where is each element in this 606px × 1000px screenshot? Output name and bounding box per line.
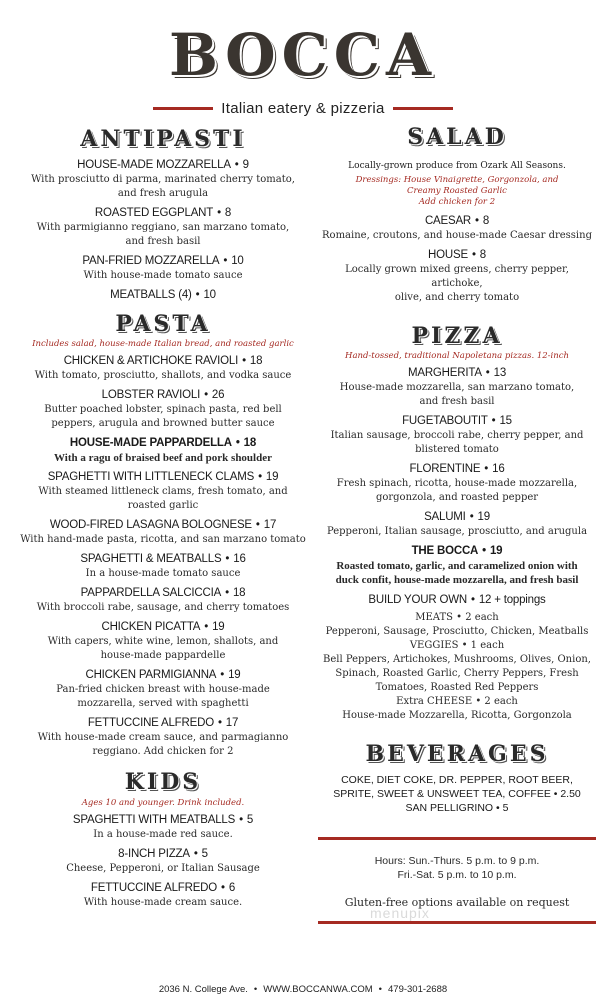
separator-dot: • (469, 511, 474, 523)
menu-item (18, 254, 308, 283)
item-name-row (18, 518, 308, 533)
item-name: CAESAR (424, 215, 472, 227)
byo-line: Bell Peppers, Artichokes, Mushrooms, Olives, Onion, (323, 654, 591, 665)
item-description: mozzarella, served with spaghetti (77, 698, 249, 709)
separator-dot: • (204, 389, 208, 401)
item-price: 15 (499, 415, 512, 427)
watermark: menupix (370, 905, 430, 921)
beverages-list (318, 773, 596, 815)
item-name-row (318, 366, 596, 381)
item-name-row (18, 716, 308, 731)
menu-header (0, 0, 606, 117)
item-name: FETTUCCINE ALFREDO (90, 882, 218, 894)
byo-line: Spinach, Roasted Garlic, Cherry Peppers, Fresh (335, 668, 579, 679)
separator-dot: • (221, 882, 225, 894)
pasta-note: Includes salad, house-made Italian bread, and roasted garlic (32, 339, 294, 349)
item-name-row (18, 436, 308, 451)
item-price: 26 (211, 389, 225, 401)
item-name-row (18, 881, 308, 896)
address: 2036 N. College Ave. (158, 984, 248, 995)
item-name: 8-INCH PIZZA (118, 848, 190, 860)
separator-dot: • (484, 463, 489, 475)
item-name-row (18, 586, 308, 601)
item-price: 17 (263, 519, 277, 531)
item-description: With a ragu of braised beef and pork shoulder (54, 452, 272, 464)
kids-note: Ages 10 and younger. Drink included. (81, 798, 245, 808)
item-name: FUGETABOUTIT (402, 415, 488, 427)
menu-item (18, 881, 308, 910)
divider-left (153, 107, 213, 110)
item-price: 18 (249, 355, 263, 367)
separator-dot: • (253, 984, 258, 995)
item-description: duck confit, house-made mozzarella, and fresh basil (335, 574, 579, 586)
item-description: Roasted tomato, garlic, and caramelized onion with (336, 560, 578, 572)
item-description: peppers, arugula and browned butter sauce (51, 418, 275, 429)
menu-item (18, 586, 308, 615)
item-description: With capers, white wine, lemon, shallots, and (47, 636, 279, 647)
byo-line: House-made Mozzarella, Ricotta, Gorgonzola (342, 710, 572, 721)
kids-list (18, 813, 308, 910)
salad-note (318, 175, 596, 208)
item-price: 19 (228, 669, 241, 681)
kids-title: KIDS (124, 769, 202, 795)
item-description: reggiano. Add chicken for 2 (92, 746, 234, 757)
separator-dot: • (378, 984, 382, 995)
item-price: 17 (225, 717, 239, 729)
item-description: House-made mozzarella, san marzano tomato, (339, 382, 575, 393)
item-description: With steamed littleneck clams, fresh tomato, and (38, 486, 288, 497)
item-description: blistered tomato (415, 444, 499, 455)
item-price: 9 (242, 159, 249, 171)
item-description: Cheese, Pepperoni, or Italian Sausage (66, 863, 260, 874)
menu-item (18, 158, 308, 201)
separator-dot: • (225, 587, 229, 599)
hours-line: Hours: Sun.-Thurs. 5 p.m. to 9 p.m. (374, 855, 540, 867)
item-description: With parmigianno reggiano, san marzano tomato, (36, 222, 290, 233)
menu-item (318, 366, 596, 409)
item-name-row (18, 813, 308, 828)
item-description: Pan-fried chicken breast with house-made (56, 684, 270, 695)
menu-item (18, 552, 308, 581)
item-name: FETTUCCINE ALFREDO (87, 717, 214, 729)
byo-line: Tomatoes, Roasted Red Peppers (375, 682, 539, 693)
separator-dot: • (235, 437, 240, 449)
item-description: With hand-made pasta, ricotta, and san marzano tomato (20, 534, 306, 545)
item-description: gorgonzola, and roasted pepper (375, 492, 539, 503)
item-description: Italian sausage, broccoli rabe, cherry pepper, and (330, 430, 584, 441)
separator-dot: • (217, 207, 221, 219)
divider-hours-bottom (318, 921, 596, 924)
item-name: HOUSE-MADE MOZZARELLA (77, 159, 231, 171)
tagline-row (0, 100, 606, 117)
menu-item (318, 414, 596, 457)
separator-dot: • (482, 545, 486, 557)
item-name-row (18, 620, 308, 635)
menu-item (18, 620, 308, 663)
menu-item (18, 436, 308, 465)
menu-item (318, 510, 596, 539)
item-name-row (18, 552, 308, 567)
item-price: 5 (201, 848, 208, 860)
item-name-row (318, 414, 596, 429)
salad-note-line: Dressings: House Vinaigrette, Gorgonzola, and (355, 175, 559, 185)
item-name: SALUMI (424, 511, 466, 523)
salad-intro: Locally-grown produce from Ozark All Seasons. (348, 161, 566, 171)
menu-item (18, 716, 308, 759)
restaurant-logo: BOCCA (169, 21, 437, 89)
byo-line: Extra CHEESE • 2 each (396, 696, 518, 707)
menu-item (318, 544, 596, 587)
menu-item (18, 813, 308, 842)
separator-dot: • (255, 519, 260, 531)
salad-note-line: Add chicken for 2 (418, 197, 496, 207)
item-price: 19 (265, 471, 279, 483)
item-price: 18 (232, 587, 246, 599)
item-description: Pepperoni, Italian sausage, prosciutto, and arugula (326, 526, 588, 537)
antipasti-list (18, 158, 308, 303)
separator-dot: • (217, 717, 222, 729)
item-description: and fresh arugula (117, 188, 209, 199)
item-description: With tomato, prosciutto, shallots, and vodka sauce (34, 370, 292, 381)
item-description: Romaine, croutons, and house-made Caesar dressing (322, 230, 592, 241)
separator-dot: • (475, 215, 479, 227)
item-name-row (18, 158, 308, 173)
separator-dot: • (258, 471, 262, 483)
item-description: and fresh basil (125, 236, 201, 247)
item-name: HOUSE (428, 249, 468, 261)
item-name: CHICKEN PARMIGIANNA (85, 669, 217, 681)
beverages-title: BEVERAGES (365, 741, 549, 767)
item-name-row (18, 668, 308, 683)
menu-item (18, 470, 308, 513)
item-price: 10 (203, 289, 216, 301)
item-price: 5 (246, 814, 254, 826)
hours-line: Fri.-Sat. 5 p.m. to 10 p.m. (397, 869, 517, 881)
item-description: With house-made cream sauce, and parmagianno (37, 732, 289, 743)
item-price: 18 (243, 437, 257, 449)
separator-dot: • (239, 814, 243, 826)
item-name: THE BOCCA (411, 545, 479, 557)
separator-dot: • (234, 159, 239, 171)
item-name-row (18, 288, 308, 303)
salad-title: SALAD (407, 124, 507, 150)
beverage-line: SAN PELLIGRINO • 5 (405, 802, 509, 814)
separator-dot: • (193, 848, 198, 860)
item-price: 8 (479, 249, 486, 261)
separator-dot: • (242, 355, 246, 367)
item-price: 10 (231, 255, 244, 267)
build-your-own (318, 593, 596, 723)
menu-item (18, 847, 308, 876)
item-description: With house-made tomato sauce (83, 270, 243, 281)
item-name: MEATBALLS (4) (110, 289, 192, 301)
separator-dot: • (204, 621, 209, 633)
item-name: SPAGHETTI & MEATBALLS (80, 553, 222, 565)
separator-dot: • (470, 594, 475, 606)
divider-right (393, 107, 453, 110)
menu-item (18, 288, 308, 303)
phone-number[interactable]: 479-301-2688 (388, 984, 448, 995)
pizza-title: PIZZA (411, 323, 503, 349)
item-name-row (318, 544, 596, 559)
item-name-row (18, 388, 308, 403)
beverage-line: SPRITE, SWEET & UNSWEET TEA, COFFEE • 2.50 (333, 788, 581, 800)
pizza-list (318, 366, 596, 587)
item-description: roasted garlic (127, 500, 199, 511)
item-price: 13 (493, 367, 507, 379)
item-name: SPAGHETTI WITH LITTLENECK CLAMS (47, 471, 255, 483)
item-description: In a house-made tomato sauce (85, 568, 241, 579)
item-description: olive, and cherry tomato (394, 292, 520, 303)
separator-dot: • (471, 249, 476, 261)
menu-item (318, 462, 596, 505)
beverage-line: COKE, DIET COKE, DR. PEPPER, ROOT BEER, (341, 774, 573, 786)
item-name: FLORENTINE (409, 463, 481, 475)
right-column (318, 120, 596, 924)
item-price: 16 (492, 463, 505, 475)
salad-list (318, 214, 596, 305)
item-name-row (18, 470, 308, 485)
item-description: With broccoli rabe, sausage, and cherry tomatoes (36, 602, 290, 613)
menu-item (18, 354, 308, 383)
byo-price: 12 + toppings (478, 594, 546, 606)
menu-item (18, 388, 308, 431)
item-description: house-made pappardelle (100, 650, 226, 661)
menu-footer (0, 984, 606, 995)
item-name: LOBSTER RAVIOLI (101, 389, 201, 401)
item-description: Locally grown mixed greens, cherry pepper, artichoke, (345, 264, 569, 289)
separator-dot: • (223, 255, 228, 267)
item-price: 16 (233, 553, 246, 565)
pasta-title: PASTA (115, 311, 211, 337)
item-name: MARGHERITA (407, 367, 482, 379)
menu-item (18, 206, 308, 249)
item-name-row (318, 214, 596, 229)
byo-name (318, 593, 596, 608)
item-name-row (18, 847, 308, 862)
item-description: In a house-made red sauce. (93, 829, 233, 840)
byo-options (318, 611, 596, 723)
website-link[interactable]: WWW.BOCCANWA.COM (263, 984, 373, 995)
divider-hours-top (318, 837, 596, 840)
item-name: WOOD-FIRED LASAGNA BOLOGNESE (49, 519, 252, 531)
item-name: SPAGHETTI WITH MEATBALLS (72, 814, 236, 826)
gluten-free-note: Gluten-free options available on request (344, 896, 570, 909)
item-name-row (18, 354, 308, 369)
item-name-row (318, 462, 596, 477)
item-price: 19 (212, 621, 225, 633)
tagline: Italian eatery & pizzeria (221, 100, 385, 117)
menu-item (318, 248, 596, 305)
separator-dot: • (485, 367, 490, 379)
menu-item (18, 518, 308, 547)
item-price: 6 (228, 882, 236, 894)
byo-label: BUILD YOUR OWN (368, 594, 467, 606)
byo-line: Pepperoni, Sausage, Prosciutto, Chicken, Meatballs (325, 626, 589, 637)
item-name-row (318, 248, 596, 263)
item-price: 8 (482, 215, 490, 227)
separator-dot: • (220, 669, 225, 681)
separator-dot: • (225, 553, 230, 565)
item-price: 19 (477, 511, 490, 523)
item-name: ROASTED EGGPLANT (94, 207, 214, 219)
item-name-row (18, 206, 308, 221)
item-name-row (18, 254, 308, 269)
pizza-note: Hand-tossed, traditional Napoletana pizzas. 12-inch (345, 351, 569, 361)
item-description: Butter poached lobster, spinach pasta, red bell (44, 404, 282, 415)
pasta-list (18, 354, 308, 759)
byo-line: MEATS • 2 each (415, 612, 499, 623)
antipasti-title: ANTIPASTI (80, 126, 246, 152)
item-name: CHICKEN & ARTICHOKE RAVIOLI (63, 355, 239, 367)
menu-item (318, 214, 596, 243)
item-description: With house-made cream sauce. (83, 897, 243, 908)
item-description: Fresh spinach, ricotta, house-made mozzarella, (336, 478, 578, 489)
item-price: 8 (224, 207, 232, 219)
separator-dot: • (491, 415, 496, 427)
item-name: HOUSE-MADE PAPPARDELLA (69, 437, 232, 449)
item-name: PAPPARDELLA SALCICCIA (80, 587, 222, 599)
item-description: and fresh basil (419, 396, 495, 407)
salad-note-line: Creamy Roasted Garlic (407, 186, 507, 196)
item-price: 19 (489, 545, 503, 557)
item-name-row (318, 510, 596, 525)
left-column (18, 120, 308, 910)
hours-block (318, 854, 596, 882)
menu-item (18, 668, 308, 711)
separator-dot: • (195, 289, 200, 301)
item-description: With prosciutto di parma, marinated cherry tomato, (31, 174, 295, 185)
item-name: CHICKEN PICATTA (101, 621, 201, 633)
byo-line: VEGGIES • 1 each (409, 640, 505, 651)
item-name: PAN-FRIED MOZZARELLA (82, 255, 220, 267)
